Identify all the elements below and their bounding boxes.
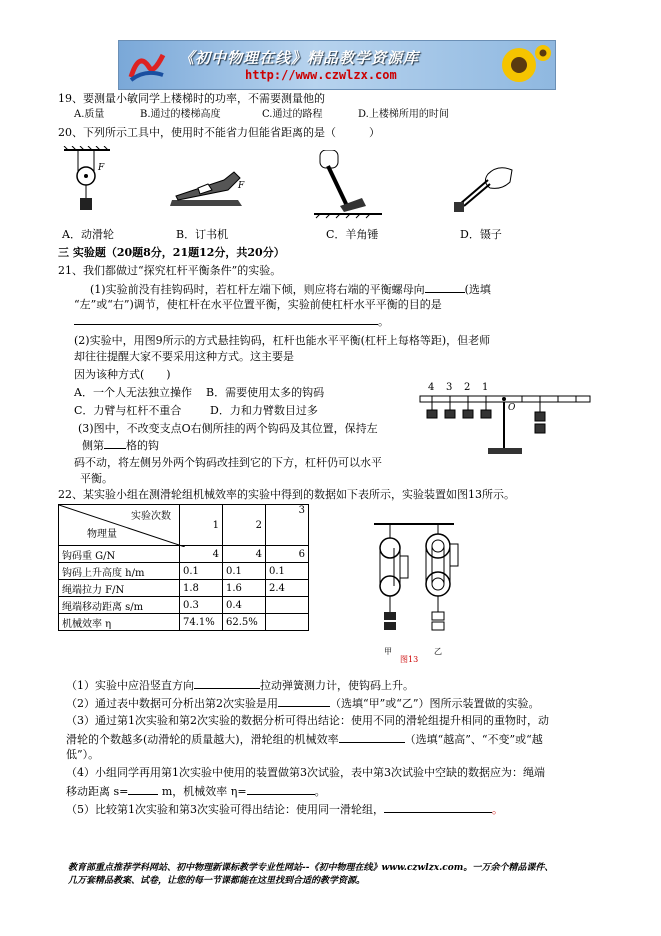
q21-part3-line1: (3)图中，不改变支点O右侧所挂的两个钩码及其位置，保持左 — [78, 422, 378, 435]
table-row-label: 钩码上升高度 h/m — [59, 563, 180, 580]
q21-option-a: A．一个人无法独立操作 — [74, 386, 192, 399]
table-cell: 0.1 — [266, 563, 309, 580]
banner — [118, 40, 556, 90]
spring-scale-icon — [400, 556, 408, 578]
q22-sub4-line2: 移动距离 s= m，机械效率 η= 。 — [66, 785, 326, 798]
q22-sub1: （1）实验中应沿竖直方向 拉动弹簧测力计，使钩码上升。 — [66, 679, 414, 692]
table-col-header: 3 — [266, 505, 309, 546]
q21-part3-line3: 码不动，将左侧另外两个钩码改挂到它的下方，杠杆仍可以水平 — [74, 456, 382, 469]
q21-part2-line2: 却往往提醒大家不要采用这种方式。这主要是 — [74, 350, 294, 363]
table-cell: 0.3 — [180, 597, 223, 614]
q22-sub3-line3: 低”）。 — [66, 748, 100, 761]
lever-tick-2: 2 — [464, 382, 471, 393]
stapler-figure — [168, 160, 248, 210]
q22-stem: 22、某实验小组在测滑轮组机械效率的实验中得到的数据如下表所示，实验装置如图13所示。 — [58, 488, 515, 501]
q20-stem: 20、下列所示工具中，使用时不能省力但能省距离的是（ ） — [58, 126, 380, 139]
movable-pulley-figure — [62, 146, 114, 216]
table-cell: 62.5% — [223, 614, 266, 631]
q21-part3-line4: 平衡。 — [80, 472, 113, 485]
page-footer — [68, 862, 628, 888]
table-row — [59, 614, 309, 631]
table-cell: 4 — [223, 546, 266, 563]
q22-sub2: （2）通过表中数据可分析出第2次实验是用 （选填“甲”或“乙”）图所示装置做的实验。 — [66, 697, 540, 710]
q22-sub5: （5）比较第1次实验和第3次实验可得出结论：使用同一滑轮组， 。 — [66, 803, 503, 816]
q21-stem: 21、我们都做过“探究杠杆平衡条件”的实验。 — [58, 264, 282, 277]
table-corner-cell — [59, 505, 180, 546]
table-corner-top: 实验次数 — [131, 511, 171, 522]
q20-option-c: C．羊角锤 — [326, 228, 379, 241]
q21-part2-line1: (2)实验中，用图9所示的方式悬挂钩码，杠杆也能水平平衡(杠杆上每格等距)，但老师 — [74, 334, 491, 347]
banner-title: 《初中物理在线》精品教学资源库 — [179, 49, 420, 67]
table-cell: 1.8 — [180, 580, 223, 597]
table-corner-bottom: 物理量 — [87, 529, 117, 540]
table-row-label: 绳端移动距离 s/m — [59, 597, 180, 614]
claw-hammer-figure — [314, 150, 384, 220]
pulley-system-figure — [364, 520, 474, 666]
q20-force-b: F — [238, 181, 245, 191]
q20-option-d: D．镊子 — [460, 228, 502, 241]
q22-sub3-line2: 滑轮的个数越多(动滑轮的质量越大)，滑轮组的机械效率 （选填“越高”、“不变”或“越 — [66, 733, 543, 746]
banner-url: http://www.czwlzx.com — [245, 68, 397, 82]
table-row — [59, 597, 309, 614]
table-row — [59, 546, 309, 563]
table-row — [59, 563, 309, 580]
q21-option-b: B．需要使用太多的钩码 — [206, 386, 325, 399]
tweezers-figure — [452, 160, 518, 214]
footer-line-2: 几万套精品教案、试卷，让您的每一节课都能在这里找到合适的教学资源。 — [68, 876, 366, 886]
lever-pivot-label: O — [508, 403, 516, 413]
q21-part3-line2: 侧第 格的钩 — [82, 439, 159, 452]
table-cell: 4 — [180, 546, 223, 563]
q20-option-a: A．动滑轮 — [62, 228, 114, 241]
q21-option-d: D．力和力臂数目过多 — [210, 404, 318, 417]
q21-part1-line3: 。 — [74, 314, 389, 329]
q21-part1-line1: (1)实验前没有挂钩码时，若杠杆左端下倾，则应将右端的平衡螺母向 (选填 — [90, 283, 491, 296]
table-cell: 0.4 — [223, 597, 266, 614]
table-col-header: 2 — [223, 505, 266, 546]
q20-option-b: B．订书机 — [176, 228, 229, 241]
table-cell: 1.6 — [223, 580, 266, 597]
table-row-label: 绳端拉力 F/N — [59, 580, 180, 597]
q22-sub3-line1: （3）通过第1次实验和第2次实验的数据分析可得出结论：使用不同的滑轮组提升相同的重物时，动 — [66, 714, 549, 727]
table-row — [59, 580, 309, 597]
figure-caption: 图13 — [400, 655, 419, 664]
q19-option-a: A.质量 — [74, 109, 105, 120]
figure-label-yi: 乙 — [434, 647, 442, 656]
q21-option-c: C．力臂与杠杆不重合 — [74, 404, 182, 417]
table-cell: 0.1 — [180, 563, 223, 580]
table-row-label: 机械效率 η — [59, 614, 180, 631]
lever-tick-3: 3 — [446, 382, 453, 393]
figure-label-jia: 甲 — [384, 647, 392, 656]
spring-scale-icon — [450, 544, 458, 566]
table-cell: 0.1 — [223, 563, 266, 580]
table-cell — [266, 597, 309, 614]
sunflower-icon — [491, 43, 551, 87]
lever-figure — [418, 378, 594, 460]
logo-icon — [127, 47, 167, 83]
q19-option-b: B.通过的楼梯高度 — [140, 109, 221, 120]
q21-part1-line2: “左”或“右”)调节，使杠杆在水平位置平衡，实验前使杠杆水平平衡的目的是 — [74, 298, 442, 311]
table-col-header: 1 — [180, 505, 223, 546]
q19-stem: 19、要测量小敏同学上楼梯时的功率，不需要测量他的 — [58, 92, 325, 105]
table-header-row — [59, 505, 309, 546]
footer-line-1: 教育部重点推荐学科网站、初中物理新课标教学专业性网站--《初中物理在线》www.czwlzx.com。一万余个精品课件、 — [68, 863, 554, 873]
q22-data-table — [58, 504, 309, 631]
lever-tick-1: 1 — [482, 382, 489, 393]
q19-option-d: D.上楼梯所用的时间 — [358, 109, 449, 120]
q21-part2-line3: 因为该种方式( ) — [74, 368, 171, 381]
q19-option-c: C.通过的路程 — [262, 109, 323, 120]
table-cell — [266, 614, 309, 631]
table-cell: 6 — [266, 546, 309, 563]
table-cell: 2.4 — [266, 580, 309, 597]
lever-tick-4: 4 — [428, 382, 435, 393]
q22-sub4-line1: （4）小组同学再用第1次实验中使用的装置做第3次试验，表中第3次试验中空缺的数据应为：绳端 — [66, 766, 545, 779]
q20-force-a: F — [98, 163, 105, 173]
table-cell: 74.1% — [180, 614, 223, 631]
section-title: 三 实验题（20题8分，21题12分，共20分） — [58, 246, 285, 259]
table-row-label: 钩码重 G/N — [59, 546, 180, 563]
